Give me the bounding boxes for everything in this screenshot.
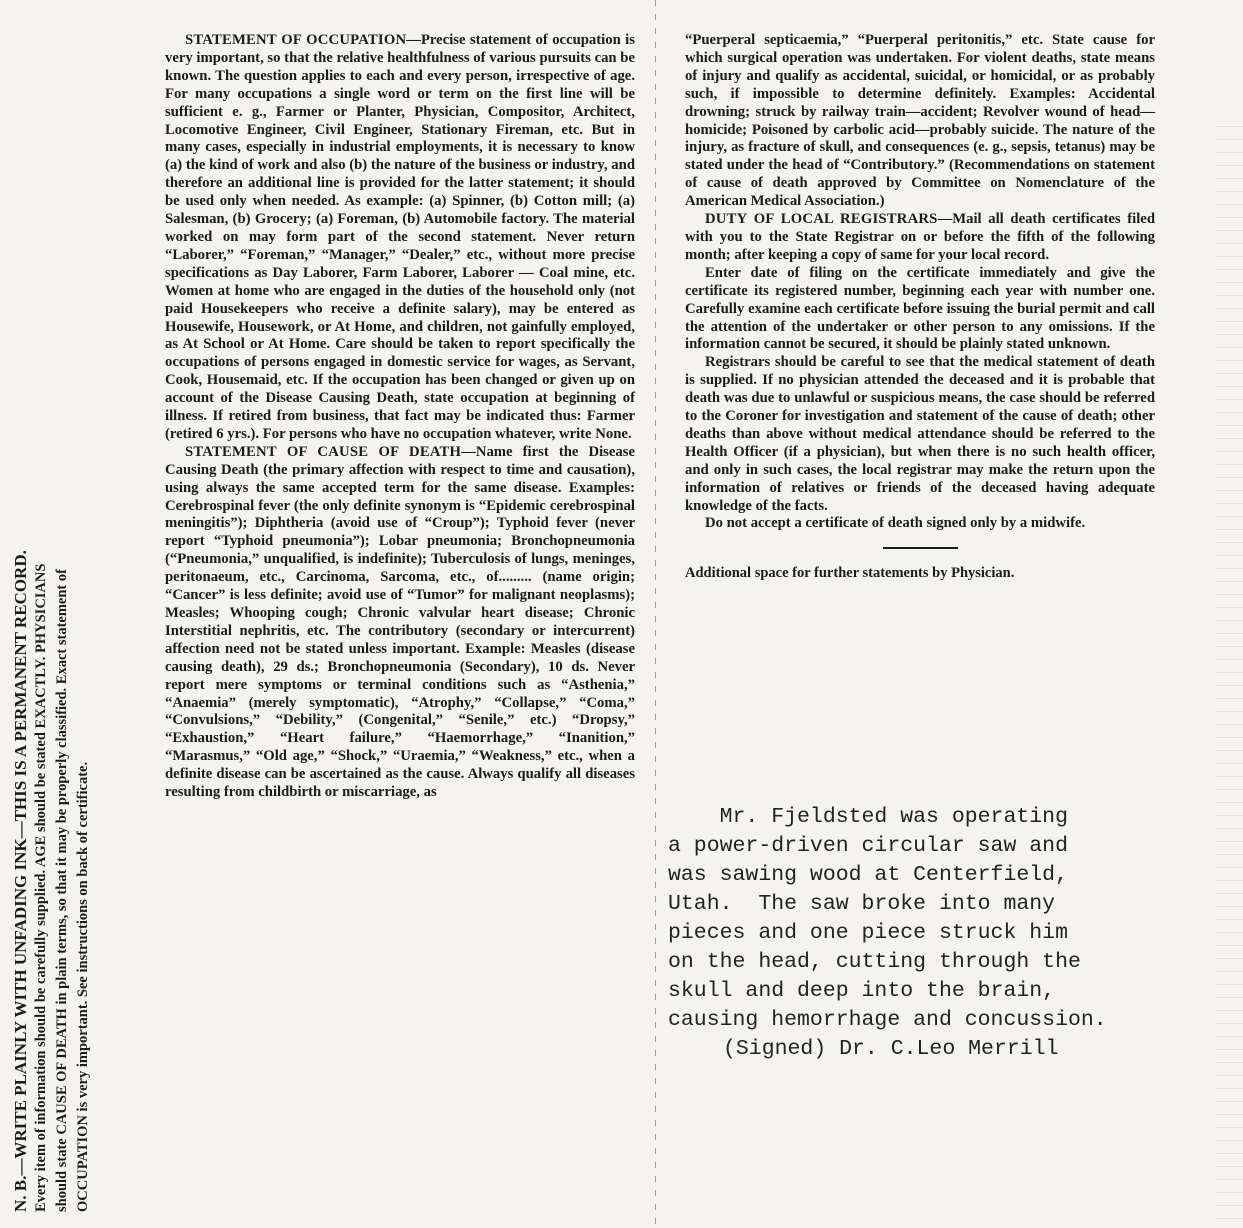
cause-paragraph [165, 444, 635, 802]
typed-line-8: causing hemorrhage and concussion. [668, 1008, 1107, 1032]
typed-line-7: skull and deep into the brain, [668, 979, 1056, 1003]
section-divider [883, 547, 958, 549]
physician-signature: (Signed) Dr. C.Leo Merrill [723, 1037, 1059, 1061]
occupation-paragraph [165, 32, 635, 444]
typed-line-2: a power-driven circular saw and [668, 834, 1068, 858]
occupation-text: —Precise statement of occupation is very important, so that the relative healthfulness of various pursuits can be known. The question applies to each and every person, irrespective of age. For many occupations a single word or term on the first line will be sufficient e. g., Farmer or Planter, Physician, Compositor, Architect, Locomotive Engineer, Civil Engineer, Stationary Fireman, etc. But in many cases, especially in industrial employments, it is necessary to know (a) the kind of work and also (b) the nature of the business or industry, and therefore an additional line is provided for the latter statement; it should be used only when needed. As example: (a) Spinner, (b) Cotton mill; (a) Salesman, (b) Grocery; (a) Foreman, (b) Automobile factory. The material worked on may form part of the second statement. Never return “Laborer,” “Foreman,” “Manager,” “Dealer,” etc., without more precise specifications as Day Laborer, Farm Laborer, Laborer — Coal mine, etc. Women at home who are engaged in the duties of the household only (not paid Housekeepers who receive a definite salary), may be entered as Housewife, Housework, or At Home, and children, not gainfully employed, as At School or At Home. Care should be taken to report specifically the occupations of persons engaged in domestic service for wages, as Servant, Cook, Housemaid, etc. If the occupation has been changed or given up on account of the Disease Causing Death, state occupation at beginning of illness. If retired from business, that fact may be indicated thus: Farmer (retired 6 yrs.). For persons who have no occupation whatever, write None. [165, 32, 635, 442]
margin-line-occupation: OCCUPATION is very important. See instructions on back of certificate. [75, 761, 91, 1212]
margin-line-permanent-record: N. B.—WRITE PLAINLY WITH UNFADING INK—THIS IS A PERMANENT RECORD. [11, 550, 30, 1212]
typed-line-5: pieces and one piece struck him [668, 921, 1068, 945]
margin-instructions [10, 172, 94, 1212]
physician-typed-statement [668, 803, 1228, 1064]
typed-line-4: Utah. The saw broke into many [668, 892, 1056, 916]
registrars-careful-paragraph: Registrars should be careful to see that the medical statement of death is supplied. If no physician attended the deceased and it is probable that death was due to unlawful or suspicious means, the case should be referred to the Coroner for investigation and statement of the cause of death; other deaths than above without medical attendance should be referred to the Health Officer (if a physician), but when there is no such health officer, and only in such cases, the local registrar may make the return upon the information of relatives or friends of the deceased having adequate knowledge of the facts. [685, 354, 1155, 514]
typed-line-3: was sawing wood at Centerfield, [668, 863, 1068, 887]
midwife-paragraph: Do not accept a certificate of death signed only by a midwife. [705, 515, 1086, 532]
registrars-text: —Mail all death certificates filed with you to the State Registrar on or before the fifth of the following month; after keeping a copy of same for your local record. [685, 211, 1155, 263]
filing-paragraph: Enter date of filing on the certificate immediately and give the certificate its registered number, beginning each year with number one. Carefully examine each certificate before issuing the burial permit and call the attention of the undertaker or other person to any omissions. If the information cannot be secured, it should be plainly stated unknown. [685, 264, 1155, 353]
cause-heading: STATEMENT OF CAUSE OF DEATH [185, 443, 462, 460]
right-instructions-column [685, 32, 1155, 583]
additional-space-label: Additional space for further statements by Physician. [685, 565, 1015, 582]
cause-continued-text: “Puerperal septicaemia,” “Puerperal peritonitis,” etc. State cause for which surgical operation was undertaken. For violent deaths, state means of injury and qualify as accidental, suicidal, or homicidal, or as probably such, if impossible to determine definitely. Examples: Accidental drowning; struck by railway train—accident; Revolver wound of head—homicide; Poisoned by carbolic acid—probably suicide. The nature of the injury, as fracture of skull, and consequences (e. g., sepsis, tetanus) may be stated under the head of “Contributory.” (Recommendations on statement of cause of death approved by Committee on Nomenclature of the American Medical Association.) [685, 32, 1155, 210]
typed-line-1: Mr. Fjeldsted was operating [668, 805, 1068, 829]
cause-text: —Name first the Disease Causing Death (the primary affection with respect to time and causation), using always the same accepted term for the same disease. Examples: Cerebrospinal fever (the only definite synonym is “Epidemic cerebrospinal meningitis”); Diphtheria (avoid use of “Croup”); Typhoid fever (never report “Typhoid pneumonia”); Lobar pneumonia; Bronchopneumonia (“Pneumonia,” unqualified, is indefinite); Tuberculosis of lungs, meninges, peritonaeum, etc., Carcinoma, Sarcoma, etc., of......... (name origin; “Cancer” is less definite; avoid use of “Tumor” for malignant neoplasms); Measles; Whooping cough; Chronic valvular heart disease; Chronic Interstitial nephritis, etc. The contributory (secondary or intercurrent) affection need not be stated unless important. Example: Measles (disease causing death), 29 ds.; Bronchopneumonia (Secondary), 10 ds. Never report mere symptoms or terminal conditions such as “Asthenia,” “Anaemia” (merely symptomatic), “Atrophy,” “Collapse,” “Coma,” “Convulsions,” “Debility,” (Congenital,” “Senile,” etc.) “Dropsy,” “Exhaustion,” “Heart failure,” “Haemorrhage,” “Inanition,” “Marasmus,” “Old age,” “Shock,” “Uraemia,” “Weakness,” etc., when a definite disease can be ascertained as the cause. Always qualify all diseases resulting from childbirth or miscarriage, as [165, 443, 635, 801]
occupation-heading: STATEMENT OF OCCUPATION [185, 32, 407, 48]
typed-line-6: on the head, cutting through the [668, 950, 1081, 974]
column-divider [655, 0, 656, 1228]
margin-line-cause: should state CAUSE OF DEATH in plain terms, so that it may be properly classified. Exact statement of [54, 569, 70, 1212]
left-instructions-column [165, 32, 635, 802]
margin-line-information: Every item of information should be carefully supplied. AGE should be stated EXACTLY. PHYSICIANS [33, 563, 49, 1212]
registrars-paragraph [685, 211, 1155, 265]
registrars-heading: DUTY OF LOCAL REGISTRARS [705, 211, 938, 228]
